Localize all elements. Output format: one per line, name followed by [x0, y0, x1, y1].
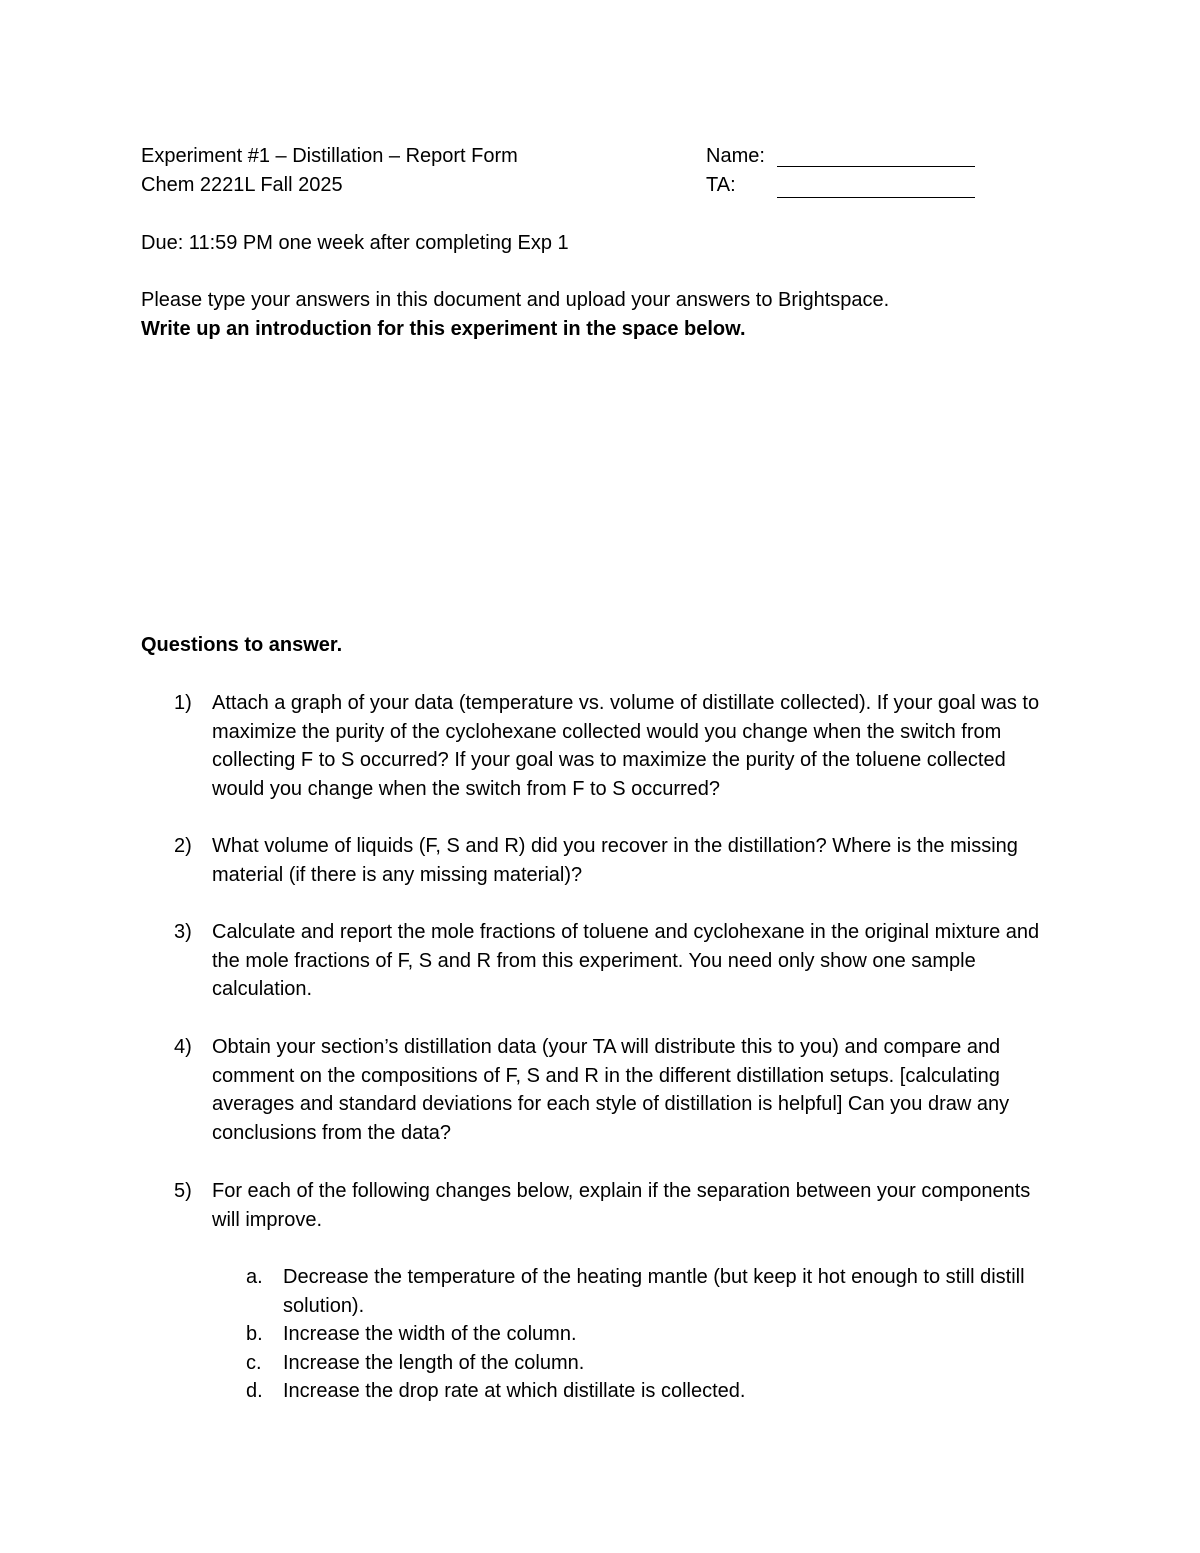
subitem-text: Increase the length of the column. — [283, 1352, 585, 1374]
subitem-letter: a. — [246, 1266, 263, 1288]
question-number: 2) — [174, 835, 192, 857]
question-text: Calculate and report the mole fractions of toluene and cyclohexane in the original mixture and the mole fractions of F, S and R from this experiment. You need only show one sample calculation. — [212, 921, 1040, 1001]
ta-blank-line — [777, 197, 975, 198]
question-text: For each of the following changes below, explain if the separation between your components will improve. — [212, 1180, 1031, 1231]
subitem-text: Increase the width of the column. — [283, 1323, 577, 1345]
report-title: Experiment #1 – Distillation – Report Form — [141, 145, 518, 167]
subitem-letter: b. — [246, 1323, 263, 1345]
question-number: 5) — [174, 1180, 192, 1202]
subitem-letter: c. — [246, 1352, 262, 1374]
question-number: 3) — [174, 921, 192, 943]
course-label: Chem 2221L Fall 2025 — [141, 174, 343, 196]
question-text: What volume of liquids (F, S and R) did you recover in the distillation? Where is the missing material (if there is any missing material)? — [212, 835, 1018, 886]
due-date: Due: 11:59 PM one week after completing Exp 1 — [141, 232, 569, 254]
subitem-text: Increase the drop rate at which distillate is collected. — [283, 1380, 746, 1402]
name-label: Name: — [706, 145, 765, 167]
ta-label: TA: — [706, 174, 736, 196]
subitem-text: Decrease the temperature of the heating mantle (but keep it hot enough to still distill solution). — [283, 1266, 1025, 1317]
question-number: 1) — [174, 692, 192, 714]
intro-prompt: Write up an introduction for this experiment in the space below. — [141, 318, 746, 340]
question-number: 4) — [174, 1036, 192, 1058]
question-text: Attach a graph of your data (temperature vs. volume of distillate collected). If your goal was to maximize the purity of the cyclohexane collected would you change when the switch from collecting F to S occurred? If your goal was to maximize the purity of the toluene collected would you change when the switch from F to S occurred? — [212, 692, 1040, 801]
subitem-letter: d. — [246, 1380, 263, 1402]
question-text: Obtain your section’s distillation data (your TA will distribute this to you) and compare and comment on the compositions of F, S and R in the different distillation setups. [calculating averages and standard deviations for each style of distillation is helpful] Can you draw any conclusions from the data? — [212, 1036, 1010, 1145]
questions-heading: Questions to answer. — [141, 634, 343, 656]
instructions: Please type your answers in this document and upload your answers to Brightspace. — [141, 289, 890, 311]
name-blank-line — [777, 166, 975, 167]
